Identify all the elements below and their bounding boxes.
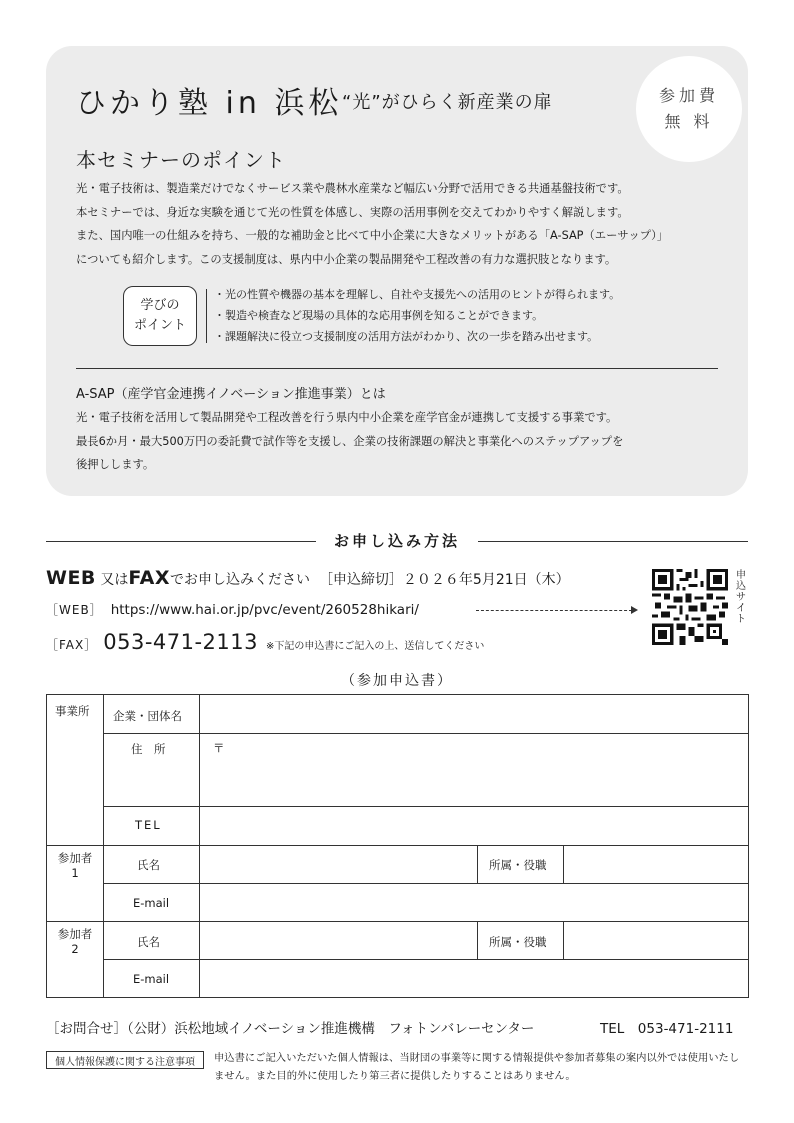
web-url-line: [46, 601, 419, 618]
method-text: でお申し込みください: [170, 572, 311, 588]
learning-bracket: [206, 289, 210, 343]
tel-label: TEL: [135, 818, 162, 832]
qr-code-icon[interactable]: [652, 569, 728, 645]
learning-points-list: [214, 284, 620, 347]
apply-method-line: [46, 567, 570, 589]
seminar-subtitle: “光”がひらく新産業の扉: [342, 92, 553, 113]
address-field[interactable]: [207, 755, 747, 805]
participant2-name-label: 氏名: [137, 935, 160, 949]
fee-badge: [636, 56, 742, 162]
participant1-email-label: E-mail: [133, 896, 170, 910]
company-label: 企業・団体名: [113, 709, 182, 723]
col-divider: [477, 845, 478, 883]
web-label: ［WEB］: [46, 603, 103, 617]
points-line: 本セミナーでは、身近な実験を通じて光の性質を体感し、実際の活用事例を交えてわかりやすく解説します。: [76, 205, 629, 219]
col-divider: [563, 845, 564, 883]
participant2-position-label: 所属・役職: [489, 935, 547, 949]
heading-rule-right: [478, 541, 748, 542]
contact-line: [46, 1017, 734, 1037]
points-line: 光・電子技術は、製造業だけでなくサービス業や農林水産業など幅広い分野で活用できる共通基盤技術です。: [76, 182, 629, 195]
fee-badge-line1: 参加費: [658, 86, 719, 105]
points-line: についても紹介します。この支援制度は、県内中小企業の製品開発や工程改善の有力な選択肢となります。: [76, 252, 617, 266]
points-text: [76, 177, 726, 271]
participant1-email-field[interactable]: [207, 885, 747, 919]
section-divider: [76, 368, 718, 369]
web-url-link[interactable]: https://www.hai.or.jp/pvc/event/260528hikari/: [110, 601, 419, 618]
points-line: また、国内唯一の仕組みを持ち、一般的な補助金と比べて中小企業に大きなメリットがある「A-SAP（エーサップ）」: [76, 229, 669, 242]
participant1-position-label: 所属・役職: [489, 858, 547, 872]
postal-mark: 〒: [213, 741, 225, 755]
fax-number: 053-471-2113: [103, 630, 258, 654]
tel-field[interactable]: [207, 809, 747, 843]
office-label: 事業所: [55, 704, 90, 718]
learning-point-item: ・課題解決に役立つ支援制度の活用方法がわかり、次の一歩を踏み出せます。: [214, 330, 599, 343]
or-word: 又は: [100, 572, 129, 588]
application-form: [46, 694, 749, 998]
fax-line: [46, 630, 484, 654]
participant1-name-label: 氏名: [137, 858, 160, 872]
row-divider: [103, 959, 748, 960]
learning-point-item: ・製造や検査など現場の具体的な応用事例を知ることができます。: [214, 309, 544, 322]
address-label: 住 所: [131, 742, 166, 756]
privacy-text: 申込書にご記入いただいた個人情報は、当財団の事業等に関する情報提供や参加者募集の案内以外では使用いたしません。また目的外に使用したり第三者に提供したりすることはありません。: [214, 1052, 740, 1082]
privacy-label: 個人情報保護に関する注意事項: [46, 1051, 204, 1069]
row-divider: [103, 883, 748, 884]
web-word: WEB: [46, 567, 96, 589]
row-divider: [103, 733, 748, 734]
apply-heading: お申し込み方法: [333, 532, 460, 550]
learning-point-item: ・光の性質や機器の基本を理解し、自社や支援先への活用のヒントが得られます。: [214, 288, 621, 301]
participant1-name-field[interactable]: [207, 847, 473, 881]
deadline: ［申込締切］２０２６年5月21日（木）: [318, 572, 570, 588]
qr-label: 申込サイト: [736, 570, 746, 625]
fax-note: ※下記の申込書にご記入の上、送信してください: [266, 641, 485, 652]
asap-line: 後押しします。: [76, 458, 155, 471]
participant2-name-field[interactable]: [207, 923, 473, 957]
asap-text: [76, 406, 623, 477]
seminar-info-panel: [46, 46, 748, 496]
participant2-email-field[interactable]: [207, 961, 747, 995]
row-divider: [47, 921, 748, 922]
participant1-label: 参加者 1: [57, 851, 93, 880]
col-divider: [477, 921, 478, 959]
asap-line: 最長6か月・最大500万円の委託費で試作等を支援し、企業の技術課題の解決と事業化へのステップアップを: [76, 434, 624, 448]
dashed-arrow-icon: [476, 610, 632, 611]
contact-text: ［お問合せ］（公財）浜松地域イノベーション推進機構 フォトンバレーセンター: [46, 1021, 535, 1037]
fax-label: ［FAX］: [46, 638, 98, 652]
points-heading: 本セミナーのポイント: [76, 148, 286, 172]
participant2-label: 参加者 2: [57, 927, 93, 956]
seminar-title: ひかり塾 in 浜松: [76, 86, 343, 121]
learning-label-line1: 学びの: [140, 298, 180, 313]
row-divider: [103, 806, 748, 807]
asap-heading: A-SAP（産学官金連携イノベーション推進事業）とは: [76, 387, 386, 402]
fax-word: FAX: [128, 567, 171, 589]
col-divider: [563, 921, 564, 959]
participant2-position-field[interactable]: [569, 923, 747, 957]
learning-points-label: [123, 286, 197, 346]
col-divider: [199, 695, 200, 997]
participant2-email-label: E-mail: [133, 972, 170, 986]
contact-tel: TEL 053-471-2111: [600, 1021, 734, 1037]
asap-line: 光・電子技術を活用して製品開発や工程改善を行う県内中小企業を産学官金が連携して支援する事業です。: [76, 411, 618, 424]
row-divider: [47, 845, 748, 846]
fee-badge-line2: 無 料: [664, 112, 714, 131]
learning-label-line2: ポイント: [133, 318, 186, 333]
col-divider: [103, 695, 104, 997]
form-title: （参加申込書）: [341, 673, 453, 689]
participant1-position-field[interactable]: [569, 847, 747, 881]
company-field[interactable]: [207, 703, 747, 733]
